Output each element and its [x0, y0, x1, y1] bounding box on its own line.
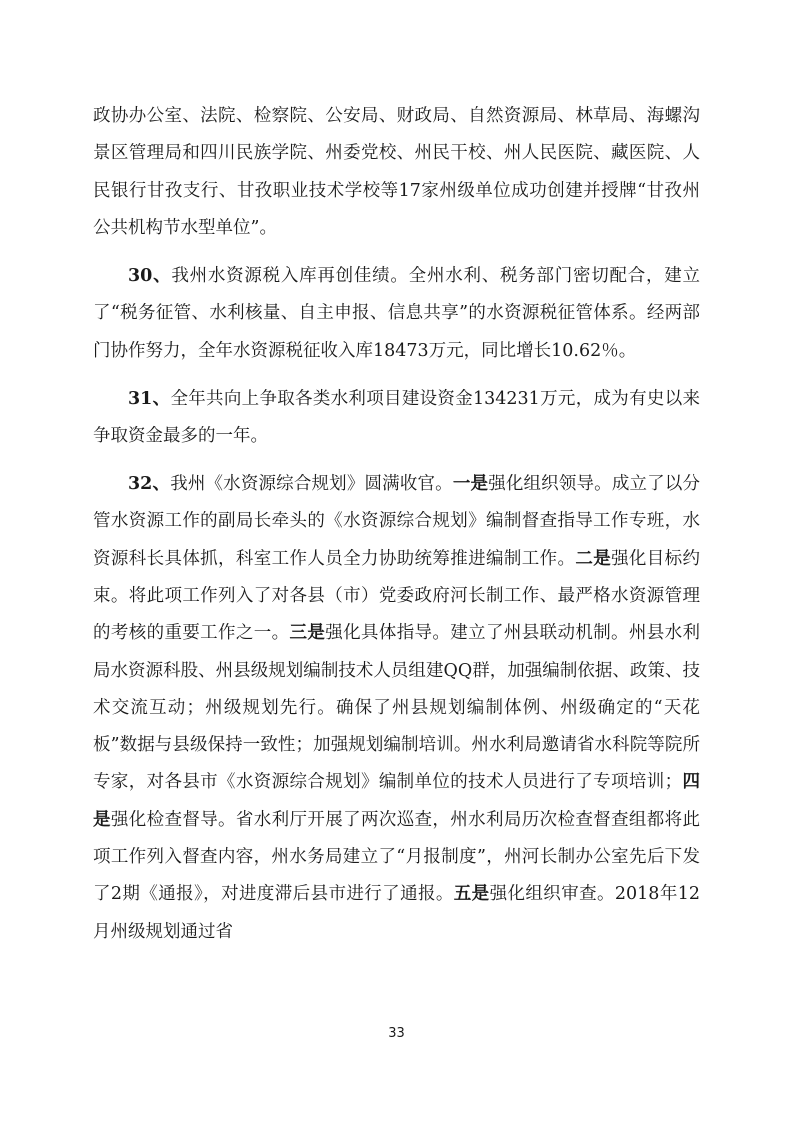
paragraph-text: 全年共向上争取各类水利项目建设资金134231万元，成为有史以来争取资金最多的一年。: [93, 388, 700, 446]
paragraph-text: 我州水资源税入库再创佳绩。全州水利、税务部门密切配合，建立了“税务征管、水利核量、自主申报、信息共享”的水资源税征管体系。经两部门协作努力，全年水资源税征收入库18473万元，同比增长10.62％。: [93, 265, 701, 361]
paragraph-continued: [93, 98, 700, 247]
paragraph-text: 我州《水资源综合规划》圆满收官。: [170, 474, 453, 495]
paragraph-text: 强化组织审查。2018年12月州级规划通过省: [93, 884, 700, 942]
item-number: 31、: [128, 388, 171, 409]
paragraph-item-32: [93, 466, 700, 951]
keyword-first: 一是: [452, 474, 489, 495]
keyword-second: 二是: [575, 548, 612, 569]
item-number: 30、: [128, 265, 172, 286]
page-number: 33: [388, 1026, 405, 1041]
keyword-fourth: 四是: [93, 772, 701, 830]
item-number: 32、: [128, 474, 171, 495]
paragraph-text: 强化目标约束。将此项工作列入了对各县（市）党委政府河长制工作、最严格水资源管理的考核的重要工作之一。: [93, 548, 701, 644]
document-body: [93, 98, 700, 962]
paragraph-text: 强化具体指导。建立了州县联动机制。州县水利局水资源科股、州县级规划编制技术人员组建QQ群，加强编制依据、政策、技术交流互动；州级规划先行。确保了州县规划编制体例、州级确定的“天花板”数据与县级保持一致性；加强规划编制培训。州水利局邀请省水科院等院所专家，对各县市《水资源综合规划》编制单位的技术人员进行了专项培训；: [93, 623, 701, 793]
paragraph-text: 强化组织领导。成立了以分管水资源工作的副局长牵头的《水资源综合规划》编制督查指导工作专班，水资源科长具体抓，科室工作人员全力协助统筹推进编制工作。: [93, 474, 701, 569]
paragraph-text: 强化检查督导。省水利厅开展了两次巡查，州水利局历次检查督查组都将此项工作列入督查内容，州水务局建立了“月报制度”，州河长制办公室先后下发了2期《通报》，对进度滞后县市进行了通报。: [93, 809, 701, 905]
paragraph-text: 政协办公室、法院、检察院、公安局、财政局、自然资源局、林草局、海螺沟景区管理局和四川民族学院、州委党校、州民干校、州人民医院、藏医院、人民银行甘孜支行、甘孜职业技术学校等17家州级单位成功创建并授牌“甘孜州公共机构节水型单位”。: [93, 106, 700, 238]
keyword-fifth: 五是: [453, 884, 490, 905]
paragraph-item-31: [93, 381, 700, 456]
paragraph-item-30: [93, 258, 700, 370]
keyword-third: 三是: [289, 623, 326, 644]
